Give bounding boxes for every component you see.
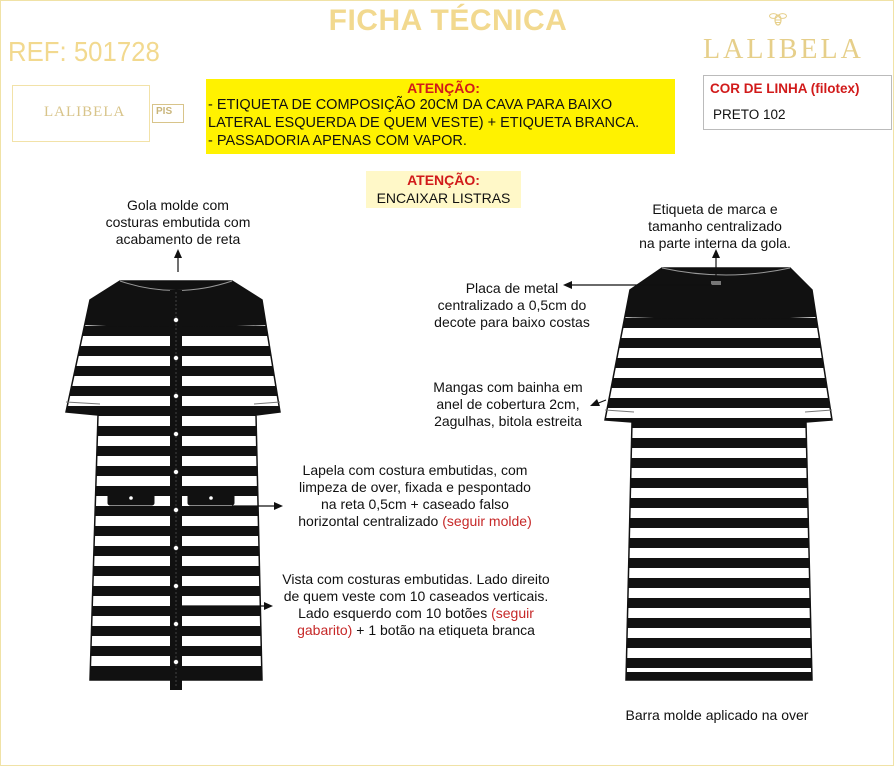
arrow-up-icon: [174, 249, 182, 258]
brand-label-note-line: Etiqueta de marca e: [652, 201, 778, 217]
placket-note: [262, 571, 570, 639]
stripes-warning-title: ATENÇÃO:: [407, 172, 480, 188]
lapel-note-line: na reta 0,5cm + caseado falso: [321, 496, 509, 512]
lapel-note-text: horizontal centralizado: [298, 513, 439, 529]
lapel-note-line: limpeza de over, fixada e pespontado: [299, 479, 531, 495]
brand-label-note: [610, 201, 820, 252]
placket-note-line: de quem veste com 10 caseados verticais.: [283, 588, 549, 604]
collar-note-line: Gola molde com: [127, 197, 229, 213]
placket-note-text: + 1 botão na etiqueta branca: [356, 622, 535, 638]
back-dress-drawing: [600, 260, 840, 692]
thread-color-title: COR DE LINHA (filotex): [710, 81, 860, 96]
metal-plate-note-line: centralizado a 0,5cm do: [437, 297, 587, 313]
lapel-note-line: Lapela com costura embutidas, com: [302, 462, 528, 478]
metal-plate-note-line: Placa de metal: [465, 280, 559, 296]
metal-plate-note: [412, 280, 612, 331]
warning-line: - ETIQUETA DE COMPOSIÇÃO 20CM DA CAVA PARA BAIXO: [208, 97, 613, 113]
page-title: FICHA TÉCNICA: [328, 4, 568, 37]
placket-note-highlight: (seguir: [491, 605, 534, 621]
lapel-note-line: [270, 513, 560, 530]
thread-color-value: PRETO 102: [713, 107, 786, 122]
brand-label-note-line: na parte interna da gola.: [639, 235, 791, 251]
placket-note-line: Vista com costuras embutidas. Lado direito: [282, 571, 550, 587]
sleeves-note-line: 2agulhas, bitola estreita: [434, 413, 582, 429]
collar-note-line: acabamento de reta: [115, 231, 241, 247]
collar-note-line: costuras embutida com: [105, 214, 251, 230]
front-dress-drawing: [60, 270, 290, 692]
warning-line: - PASSADORIA APENAS COM VAPOR.: [208, 133, 467, 149]
lapel-note: [270, 462, 560, 530]
pis-tag: PIS: [156, 106, 173, 117]
placket-note-line: [262, 605, 570, 622]
placket-note-highlight: gabarito): [297, 622, 353, 638]
sleeves-note: [414, 379, 602, 430]
warning-line: LATERAL ESQUERDA DE QUEM VESTE) + ETIQUETA BRANCA.: [208, 115, 640, 131]
lapel-note-highlight: (seguir molde): [442, 513, 532, 529]
metal-plate-note-line: decote para baixo costas: [434, 314, 590, 330]
stripes-warning-text: ENCAIXAR LISTRAS: [376, 190, 511, 206]
placket-note-text: Lado esquerdo com 10 botões: [298, 605, 488, 621]
placket-note-line: [262, 622, 570, 639]
sleeves-note-line: anel de cobertura 2cm,: [436, 396, 580, 412]
logo-box-brand: LALIBELA: [44, 104, 126, 120]
warning-title: ATENÇÃO:: [407, 80, 480, 96]
brand-label-note-line: tamanho centralizado: [648, 218, 782, 234]
reference-code: REF: 501728: [8, 36, 160, 67]
brand-logo: LALIBELA: [703, 34, 864, 65]
hem-note: Barra molde aplicado na over: [625, 707, 809, 723]
collar-note: [0, 197, 356, 248]
sleeves-note-line: Mangas com bainha em: [433, 379, 583, 395]
